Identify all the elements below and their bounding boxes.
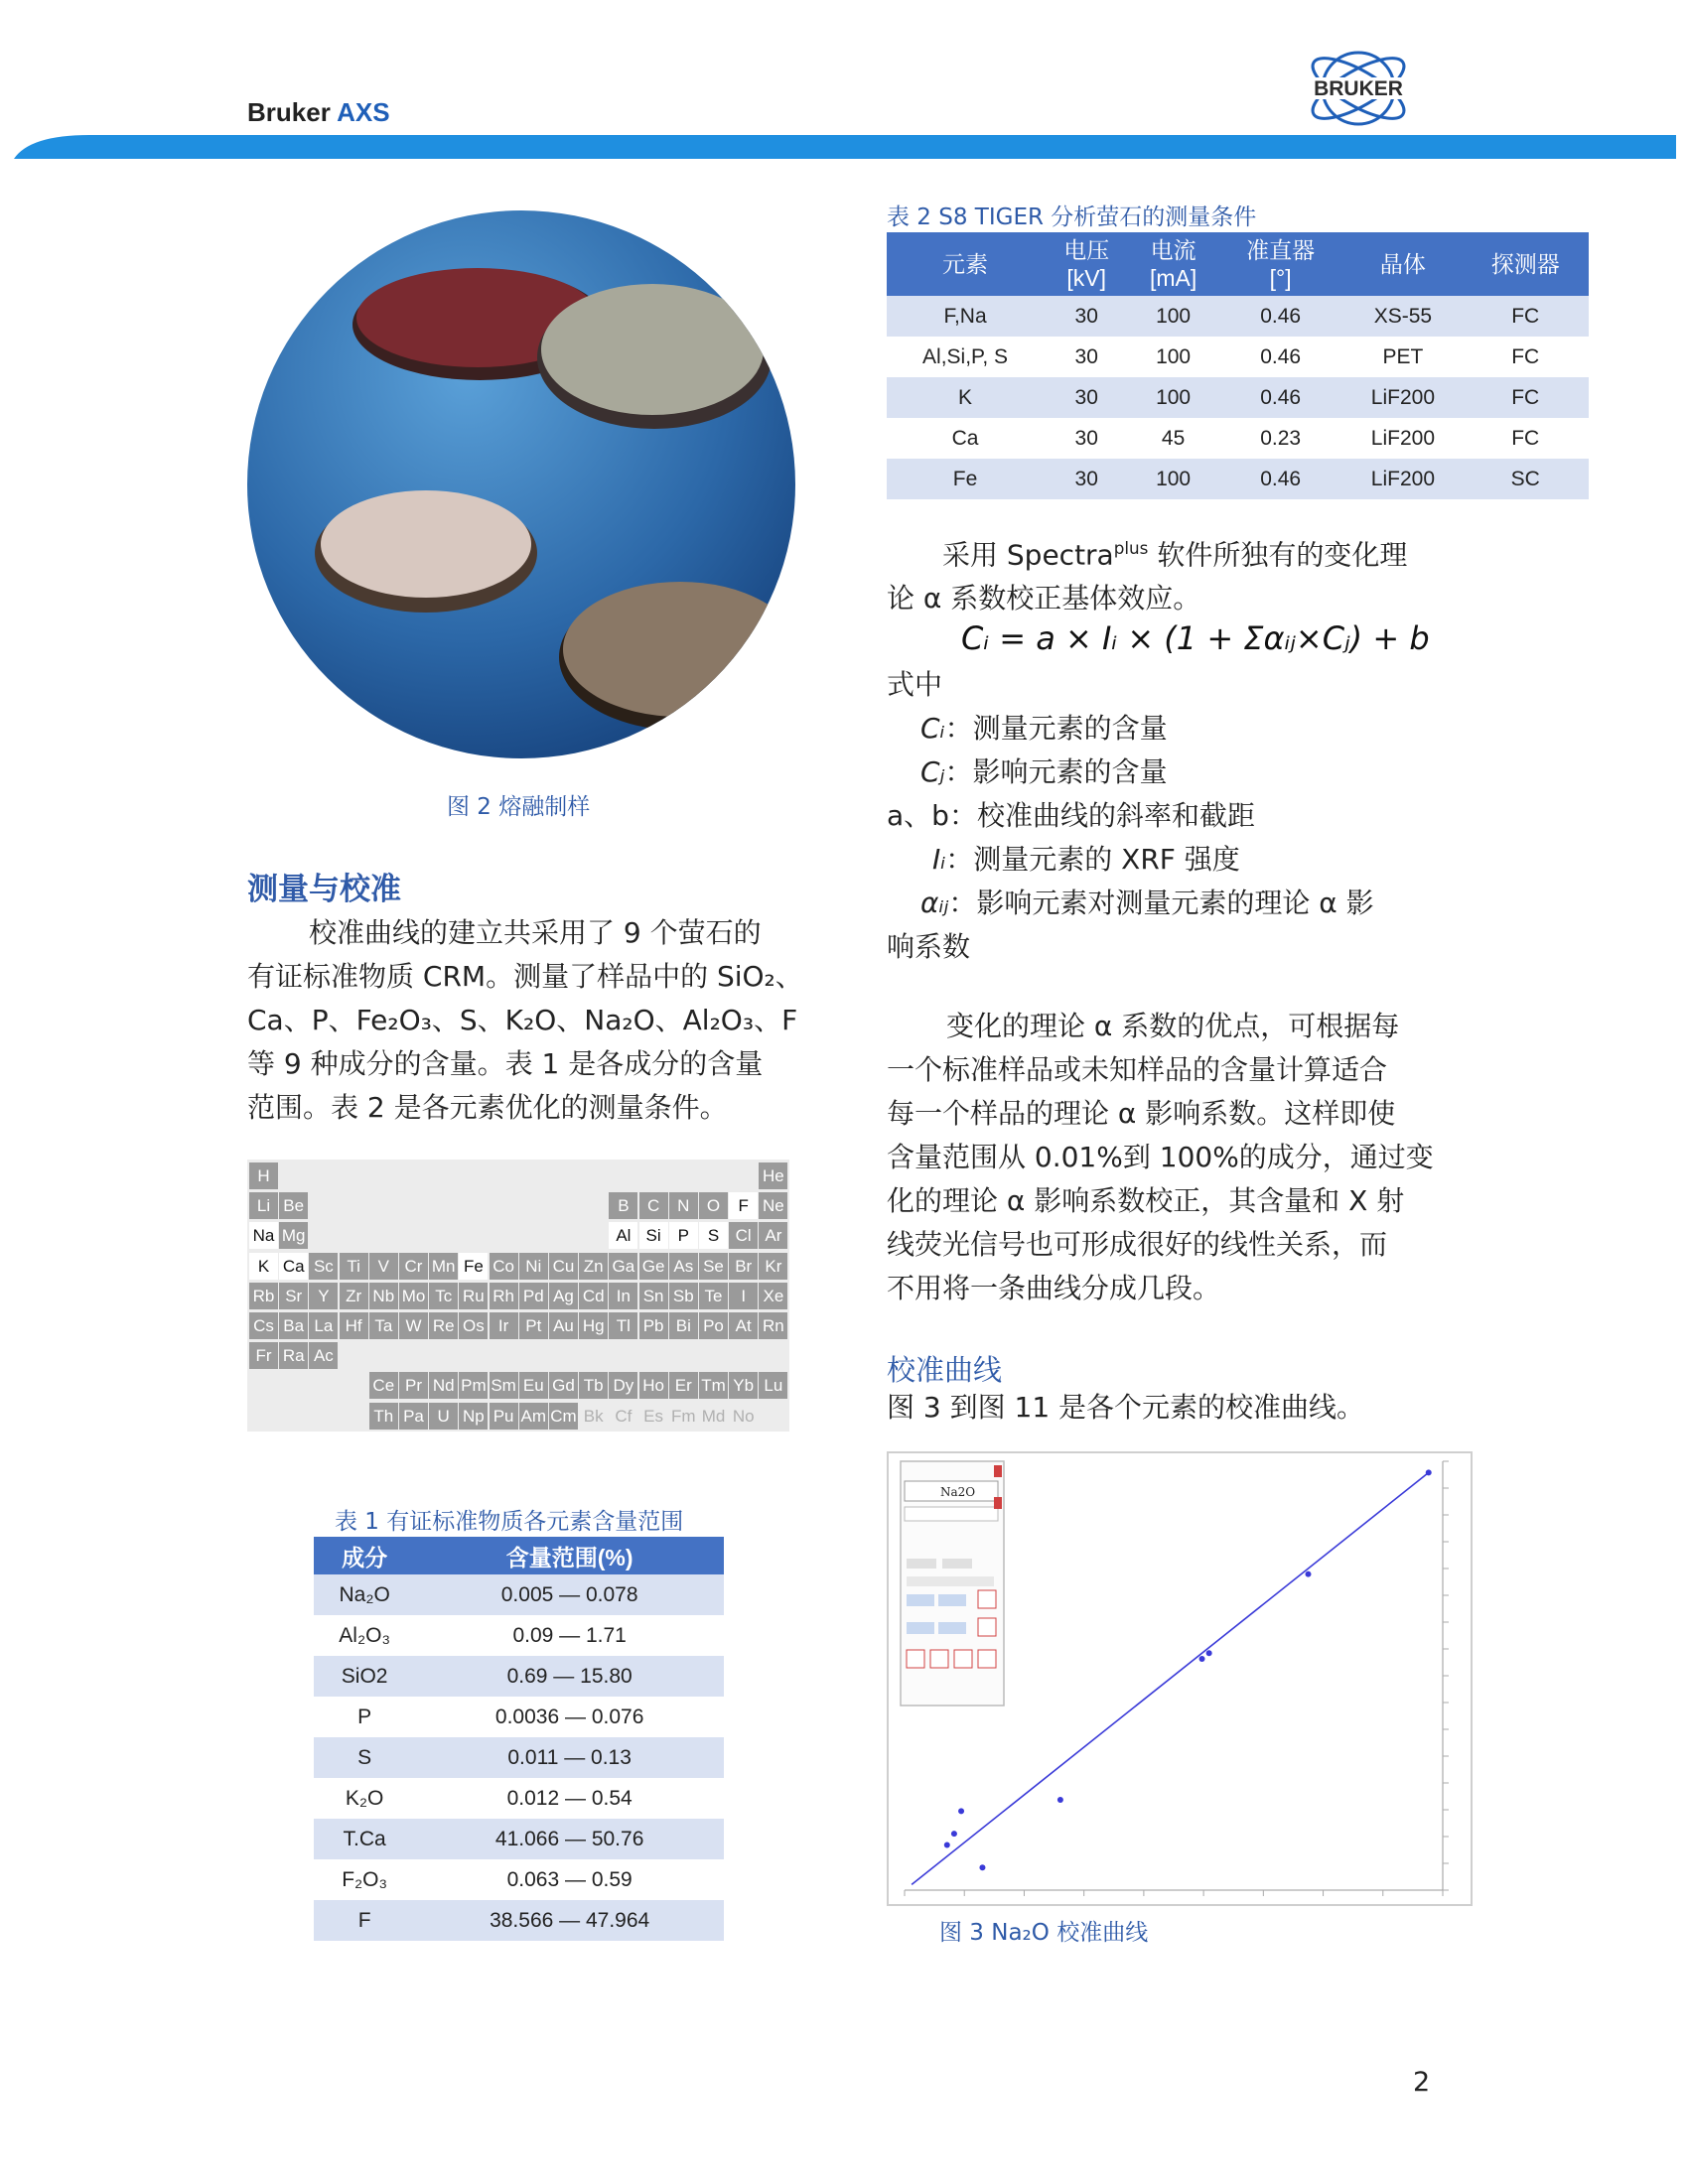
element-cell: Ga <box>609 1253 637 1280</box>
element-cell: Pa <box>399 1403 428 1430</box>
definition-tail: 响系数 <box>887 930 971 963</box>
element-cell: K <box>249 1253 278 1280</box>
section-heading-measurement: 测量与校准 <box>247 872 401 907</box>
element-cell: U <box>429 1403 458 1430</box>
para-line: Ca、P、Fe₂O₃、S、K₂O、Na₂O、Al₂O₃、F <box>247 1004 798 1036</box>
element-cell: Y <box>309 1283 338 1309</box>
element-cell: Be <box>279 1192 308 1219</box>
component-cell: F <box>314 1900 415 1941</box>
condition-cell: 100 <box>1129 459 1217 499</box>
element-cell: Al <box>609 1222 637 1249</box>
element-cell: W <box>399 1312 428 1339</box>
fused-bead-photo <box>247 210 795 758</box>
condition-cell: FC <box>1462 377 1589 418</box>
element-cell: Pb <box>639 1312 668 1339</box>
condition-cell: 0.46 <box>1217 459 1344 499</box>
component-cell: K₂O <box>345 1786 384 1810</box>
table2-header-cell: 电压 [kV] <box>1044 232 1129 296</box>
range-cell: 0.005 — 0.078 <box>415 1574 724 1615</box>
element-cell: Th <box>369 1403 398 1430</box>
condition-cell: FC <box>1462 296 1589 337</box>
table-row <box>314 1778 724 1819</box>
element-cell: Fr <box>249 1342 278 1369</box>
para-line: 含量范围从 0.01%到 100%的成分，通过变 <box>887 1141 1434 1173</box>
element-cell: Pt <box>519 1312 548 1339</box>
element-cell: Cf <box>609 1403 637 1430</box>
bruker-logo-icon <box>1283 48 1434 129</box>
element-cell: Tl <box>609 1312 637 1339</box>
formula-definitions <box>887 707 1443 969</box>
formula-where: 式中 <box>887 668 943 701</box>
theory-paragraph-2 <box>887 1005 1443 1310</box>
element-cell: H <box>249 1162 278 1189</box>
component-cell: Al₂O₃ <box>339 1623 390 1647</box>
condition-cell: 0.23 <box>1260 426 1302 450</box>
para-line: 校准曲线的建立共采用了 9 个萤石的 <box>309 916 762 949</box>
table2-header-cell: 电流 [mA] <box>1129 232 1217 296</box>
para-line: 范围。表 2 是各元素优化的测量条件。 <box>247 1091 728 1124</box>
range-cell: 0.0036 — 0.076 <box>494 1705 644 1728</box>
theory-paragraph <box>887 526 1443 620</box>
condition-cell: FC <box>1511 344 1540 368</box>
range-cell: 0.012 — 0.54 <box>506 1786 633 1810</box>
condition-cell: LiF200 <box>1370 426 1436 450</box>
element-cell: Cr <box>399 1253 428 1280</box>
element-cell: Ag <box>549 1283 578 1309</box>
para-line: 有证标准物质 CRM。测量了样品中的 SiO₂、 <box>247 960 803 993</box>
measurement-conditions-table <box>887 232 1589 499</box>
element-cell: Hg <box>579 1312 608 1339</box>
condition-cell: 0.46 <box>1260 344 1302 368</box>
element-cell: Es <box>639 1403 668 1430</box>
condition-cell: LiF200 <box>1343 459 1462 499</box>
condition-cell: Fe <box>887 459 1044 499</box>
table-row <box>887 337 1589 377</box>
definition-item: Cⱼ：影响元素的含量 <box>920 755 1168 788</box>
page-number: 2 <box>1413 2067 1431 2098</box>
data-point <box>1426 1469 1432 1475</box>
element-cell: Ho <box>639 1372 668 1399</box>
correction-formula: Cᵢ = a × Iᵢ × (1 + Σαᵢⱼ×Cⱼ) + b <box>961 619 1430 657</box>
condition-cell: 30 <box>1044 459 1129 499</box>
element-cell: Ba <box>279 1312 308 1339</box>
data-point <box>979 1864 985 1870</box>
condition-cell: K <box>887 377 1044 418</box>
element-cell: Co <box>490 1253 518 1280</box>
table2-header-cell: 晶体 <box>1343 232 1462 296</box>
condition-cell: XS-55 <box>1343 296 1462 337</box>
para-line: 等 9 种成分的含量。表 1 是各成分的含量 <box>247 1047 764 1080</box>
component-cell: S <box>314 1737 415 1778</box>
element-cell: Pr <box>399 1372 428 1399</box>
data-point <box>1057 1797 1063 1803</box>
element-cell: V <box>369 1253 398 1280</box>
table1-header-range: 含量范围(%) <box>415 1537 724 1574</box>
condition-cell: 0.46 <box>1217 377 1344 418</box>
element-cell: Ge <box>639 1253 668 1280</box>
table1-caption: 表 1 有证标准物质各元素含量范围 <box>335 1509 684 1535</box>
element-cell: La <box>309 1312 338 1339</box>
table-row <box>887 418 1589 459</box>
spectra-plus-superscript: plus <box>1113 538 1149 558</box>
header-brand-accent: AXS <box>337 97 390 127</box>
element-cell: Cm <box>549 1403 578 1430</box>
method-panel <box>901 1461 1004 1706</box>
figure3-caption: 图 3 Na₂O 校准曲线 <box>939 1920 1149 1946</box>
para-line: 线荧光信号也可形成很好的线性关系，而 <box>887 1228 1388 1261</box>
element-cell: Na <box>249 1222 278 1249</box>
element-cell: Ca <box>279 1253 308 1280</box>
element-cell: Ar <box>759 1222 787 1249</box>
data-point <box>1206 1650 1212 1656</box>
element-cell: Te <box>699 1283 728 1309</box>
element-cell: Dy <box>609 1372 637 1399</box>
condition-cell: 30 <box>1044 377 1129 418</box>
logo-text: BRUKER <box>1314 77 1403 100</box>
table-row <box>314 1615 724 1656</box>
component-cell: P <box>357 1705 372 1728</box>
condition-cell: 100 <box>1129 296 1217 337</box>
para-line: 变化的理论 α 系数的优点，可根据每 <box>946 1010 1400 1042</box>
element-cell: Ac <box>309 1342 338 1369</box>
header-band <box>0 0 1688 169</box>
element-cell: Li <box>249 1192 278 1219</box>
element-cell: Tb <box>579 1372 608 1399</box>
table-row <box>887 459 1589 499</box>
table-row <box>314 1900 724 1941</box>
figure2-caption: 图 2 熔融制样 <box>447 794 591 820</box>
element-cell: Np <box>459 1403 488 1430</box>
para-line: 不用将一条曲线分成几段。 <box>887 1272 1221 1304</box>
element-cell: Yb <box>729 1372 758 1399</box>
data-point <box>1199 1656 1205 1662</box>
element-cell: Fe <box>459 1253 488 1280</box>
condition-cell: 100 <box>1129 377 1217 418</box>
range-cell: 38.566 — 47.964 <box>415 1900 724 1941</box>
data-point <box>951 1831 957 1837</box>
element-cell: Mg <box>279 1222 308 1249</box>
condition-cell: 30 <box>1074 344 1098 368</box>
element-cell: Po <box>699 1312 728 1339</box>
condition-cell: 45 <box>1161 426 1186 450</box>
table2-header-cell: 探测器 <box>1462 232 1589 296</box>
calibration-chart <box>887 1451 1473 1906</box>
table2-caption: 表 2 S8 TIGER 分析萤石的测量条件 <box>887 205 1257 230</box>
theory-line-2: 论 α 系数校正基体效应。 <box>887 582 1201 615</box>
element-cell: Mn <box>429 1253 458 1280</box>
range-cell: 0.09 — 1.71 <box>512 1623 627 1647</box>
element-cell: Zn <box>579 1253 608 1280</box>
element-cell: Tm <box>699 1372 728 1399</box>
measurement-paragraph <box>247 911 803 1130</box>
element-cell: Nb <box>369 1283 398 1309</box>
component-cell: T.Ca <box>314 1819 415 1859</box>
element-cell: Ru <box>459 1283 488 1309</box>
definition-item: αᵢⱼ：影响元素对测量元素的理论 α 影 <box>920 887 1374 919</box>
element-cell: He <box>759 1162 787 1189</box>
element-cell: Er <box>669 1372 698 1399</box>
table-row <box>314 1859 724 1900</box>
element-cell: Kr <box>759 1253 787 1280</box>
periodic-table <box>247 1160 789 1432</box>
definition-item: Cᵢ：测量元素的含量 <box>920 712 1168 745</box>
element-cell: S <box>699 1222 728 1249</box>
para-line: 化的理论 α 影响系数校正，其含量和 X 射 <box>887 1184 1405 1217</box>
table-row <box>887 296 1589 337</box>
condition-cell: 30 <box>1044 296 1129 337</box>
table-row <box>314 1819 724 1859</box>
element-cell: Bi <box>669 1312 698 1339</box>
element-cell: Eu <box>519 1372 548 1399</box>
definition-item: a、b：校准曲线的斜率和截距 <box>887 799 1255 832</box>
range-cell: 41.066 — 50.76 <box>415 1819 724 1859</box>
element-cell: Xe <box>759 1283 787 1309</box>
element-cell: Cd <box>579 1283 608 1309</box>
element-cell: N <box>669 1192 698 1219</box>
element-cell: Cl <box>729 1222 758 1249</box>
condition-cell: Ca <box>951 426 979 450</box>
element-cell: Se <box>699 1253 728 1280</box>
element-cell: Ne <box>759 1192 787 1219</box>
table-row <box>314 1737 724 1778</box>
element-cell: Lu <box>759 1372 787 1399</box>
condition-cell: F,Na <box>887 296 1044 337</box>
element-cell: Pu <box>490 1403 518 1430</box>
element-cell: Tc <box>429 1283 458 1309</box>
element-cell: Cs <box>249 1312 278 1339</box>
element-cell: F <box>729 1192 758 1219</box>
element-cell: Sn <box>639 1283 668 1309</box>
element-cell: Sm <box>490 1372 518 1399</box>
data-point <box>958 1808 964 1814</box>
condition-cell: SC <box>1462 459 1589 499</box>
condition-cell: Al,Si,P, S <box>922 344 1009 368</box>
element-cell: Re <box>429 1312 458 1339</box>
element-cell: Ta <box>369 1312 398 1339</box>
element-cell: Ti <box>340 1253 368 1280</box>
element-cell: Mo <box>399 1283 428 1309</box>
component-cell: F₂O₃ <box>342 1867 388 1891</box>
element-cell: Os <box>459 1312 488 1339</box>
element-cell: Ce <box>369 1372 398 1399</box>
element-cell: Gd <box>549 1372 578 1399</box>
element-cell: B <box>609 1192 637 1219</box>
element-cell: C <box>639 1192 668 1219</box>
element-cell: Sc <box>309 1253 338 1280</box>
table-row <box>314 1574 724 1615</box>
table2-header-cell: 元素 <box>887 232 1044 296</box>
element-cell: Si <box>639 1222 668 1249</box>
range-cell: 0.011 — 0.13 <box>415 1737 724 1778</box>
table1-header-component: 成分 <box>314 1537 415 1574</box>
element-cell: Rb <box>249 1283 278 1309</box>
calibration-intro: 图 3 到图 11 是各个元素的校准曲线。 <box>887 1391 1365 1424</box>
table-row <box>314 1656 724 1697</box>
crm-content-range-table <box>314 1537 724 1941</box>
element-cell: Au <box>549 1312 578 1339</box>
element-cell: Rn <box>759 1312 787 1339</box>
element-cell: Ra <box>279 1342 308 1369</box>
element-cell: Br <box>729 1253 758 1280</box>
element-cell: Ir <box>490 1312 518 1339</box>
header-brand: Bruker AXS <box>247 97 390 127</box>
para-line: 每一个样品的理论 α 影响系数。这样即使 <box>887 1097 1396 1130</box>
element-cell: Pd <box>519 1283 548 1309</box>
element-cell: Md <box>699 1403 728 1430</box>
table-row <box>887 377 1589 418</box>
element-cell: P <box>669 1222 698 1249</box>
condition-cell: LiF200 <box>1343 377 1462 418</box>
para-line: 一个标准样品或未知样品的含量计算适合 <box>887 1053 1388 1086</box>
definition-item: Iᵢ：测量元素的 XRF 强度 <box>932 843 1240 876</box>
element-cell: I <box>729 1283 758 1309</box>
section-heading-calibration: 校准曲线 <box>887 1353 1003 1387</box>
condition-cell: 30 <box>1074 426 1098 450</box>
table-row <box>314 1697 724 1737</box>
element-cell: Cu <box>549 1253 578 1280</box>
element-cell: O <box>699 1192 728 1219</box>
table2-header-cell: 准直器 [°] <box>1217 232 1344 296</box>
element-cell: In <box>609 1283 637 1309</box>
element-cell: Sb <box>669 1283 698 1309</box>
condition-cell: FC <box>1511 426 1540 450</box>
component-cell: SiO2 <box>314 1656 415 1697</box>
element-cell: Hf <box>340 1312 368 1339</box>
element-cell: Bk <box>579 1403 608 1430</box>
element-cell: Sr <box>279 1283 308 1309</box>
theory-line-1: 采用 Spectra$^{plus}$ 软件所独有的变化理 <box>942 538 1408 572</box>
range-cell: 0.69 — 15.80 <box>415 1656 724 1697</box>
data-point <box>944 1843 950 1848</box>
data-point <box>1306 1571 1312 1577</box>
component-cell: Na₂O <box>314 1574 415 1615</box>
element-cell: Fm <box>669 1403 698 1430</box>
element-cell: Rh <box>490 1283 518 1309</box>
element-cell: Zr <box>340 1283 368 1309</box>
condition-cell: 100 <box>1156 344 1192 368</box>
element-cell: At <box>729 1312 758 1339</box>
element-cell: Ni <box>519 1253 548 1280</box>
condition-cell: 0.46 <box>1217 296 1344 337</box>
element-cell: Nd <box>429 1372 458 1399</box>
range-cell: 0.063 — 0.59 <box>506 1867 633 1891</box>
condition-cell: PET <box>1382 344 1424 368</box>
panel-compound-label: Na2O <box>940 1485 976 1499</box>
element-cell: Pm <box>459 1372 488 1399</box>
element-cell: Am <box>519 1403 548 1430</box>
element-cell: As <box>669 1253 698 1280</box>
element-cell: No <box>729 1403 758 1430</box>
